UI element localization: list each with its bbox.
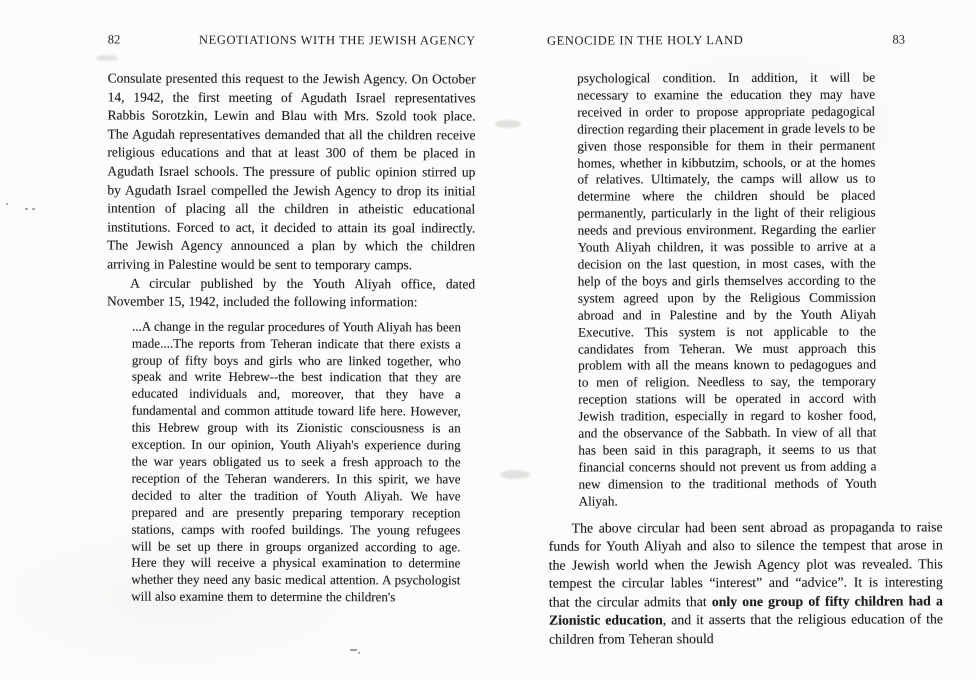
scan-speck xyxy=(350,649,357,651)
page-number-right: 83 xyxy=(892,32,905,47)
paragraph-consulate: Consulate presented this request to the Jewish Agency. On October 14, 1942, the first meeting of Agudath Israel representatives Rabbis Sorotzkin, Lewin and Blau with Mrs. Szold took place. The Agudah representatives demanded that all the children receive religious educations and that at least 300 of them be placed in Agudath Israel schools. The pressure of public opinion stirred up by Agudath Israel compelled the Jewish Agency to drop its initial intention of placing all the children in atheistic educational institutions. Forced to act, it decided to attain its goal indirectly. The Jewish Agency announced a plan by which the children arriving in Palestine would be sent to temporary camps. xyxy=(107,70,476,273)
scan-smudge xyxy=(96,55,118,61)
page-left-body xyxy=(106,70,475,607)
scan-speck xyxy=(6,203,8,205)
page-number-left: 82 xyxy=(107,32,121,47)
page-right xyxy=(547,32,943,648)
circular-quote-left: ...A change in the regular procedures of Youth Aliyah has been made....The reports from Teheran indicate that there exists a group of fifty boys and girls who are linked together, who speak and write Hebrew--the best indication that they are educated individuals and, moreover, that they have a fundamental and common attitude toward life here. However, this Hebrew group with its Zionistic consciousness is an exception. In our opinion, Youth Aliyah's experience during the war years obligated us to seek a fresh approach to the reception of the Teheran wanderers. In this spirit, we have decided to alter the tradition of Youth Aliyah. We have prepared and are presently preparing temporary reception stations, camps with roofed buildings. The young refugees will be set up there in groups organized according to age. Here they will receive a physical examination to determine whether they need any basic medical attention. A psychologist will also examine them to determine the children's xyxy=(131,318,462,605)
running-title-right: GENOCIDE IN THE HOLY LAND xyxy=(546,33,744,48)
circular-quote-right: psychological condition. In addition, it will be necessary to examine the education they may have received in order to propose appropriate pedagogical direction regarding their placement in grade levels to be given those responsible for them in their permanent homes, whether in kibbutzim, schools, or at the homes of relatives. Ultimately, the camps will allow us to determine where the children should be placed permanently, particularly in the light of their religious needs and previous environment. Regarding the earlier Youth Aliyah children, it was possible to arrive at a decision on the last question, in most cases, with the help of the boys and girls themselves according to the system agreed upon by the Religious Commission abroad and in Palestine and by the Youth Aliyah Executive. This system is not applicable to the candidates from Teheran. We must approach this problem with all the means known to pedagogues and to men of religion. Needless to say, the temporary reception stations will be operated in accord with Jewish tradition, especially in regard to kosher food, and the observance of the Sabbath. In view of all that has been said in this paragraph, it seems to us that financial concerns should not prevent us from adding a new dimension to the traditional methods of Youth Aliyah. xyxy=(577,69,877,509)
running-title-left: NEGOTIATIONS WITH THE JEWISH AGENCY xyxy=(198,32,476,48)
scan-speck xyxy=(32,208,35,210)
paragraph-circular-intro: A circular published by the Youth Aliyah office, dated November 15, 1942, included the following information: xyxy=(107,275,476,310)
page-left xyxy=(106,33,475,607)
scan-speck xyxy=(358,652,360,654)
paragraph-closing: The above circular had been sent abroad as propaganda to raise funds for Youth Aliyah and also to silence the tempest that arose in the Jewish world when the Jewish Agency plot was revealed. This tempest the circular lables “interest” and “advice”. It is interesting that the circular admits that only one group of fifty children had a Zionistic education, and it asserts that the religious education of the children from Teheran should xyxy=(548,518,943,647)
scan-speck xyxy=(25,208,28,210)
running-head-right xyxy=(547,32,941,48)
scan-smudge xyxy=(500,470,530,479)
scan-smudge xyxy=(495,120,521,128)
running-head-left xyxy=(108,33,476,49)
page-right-body xyxy=(547,69,943,648)
